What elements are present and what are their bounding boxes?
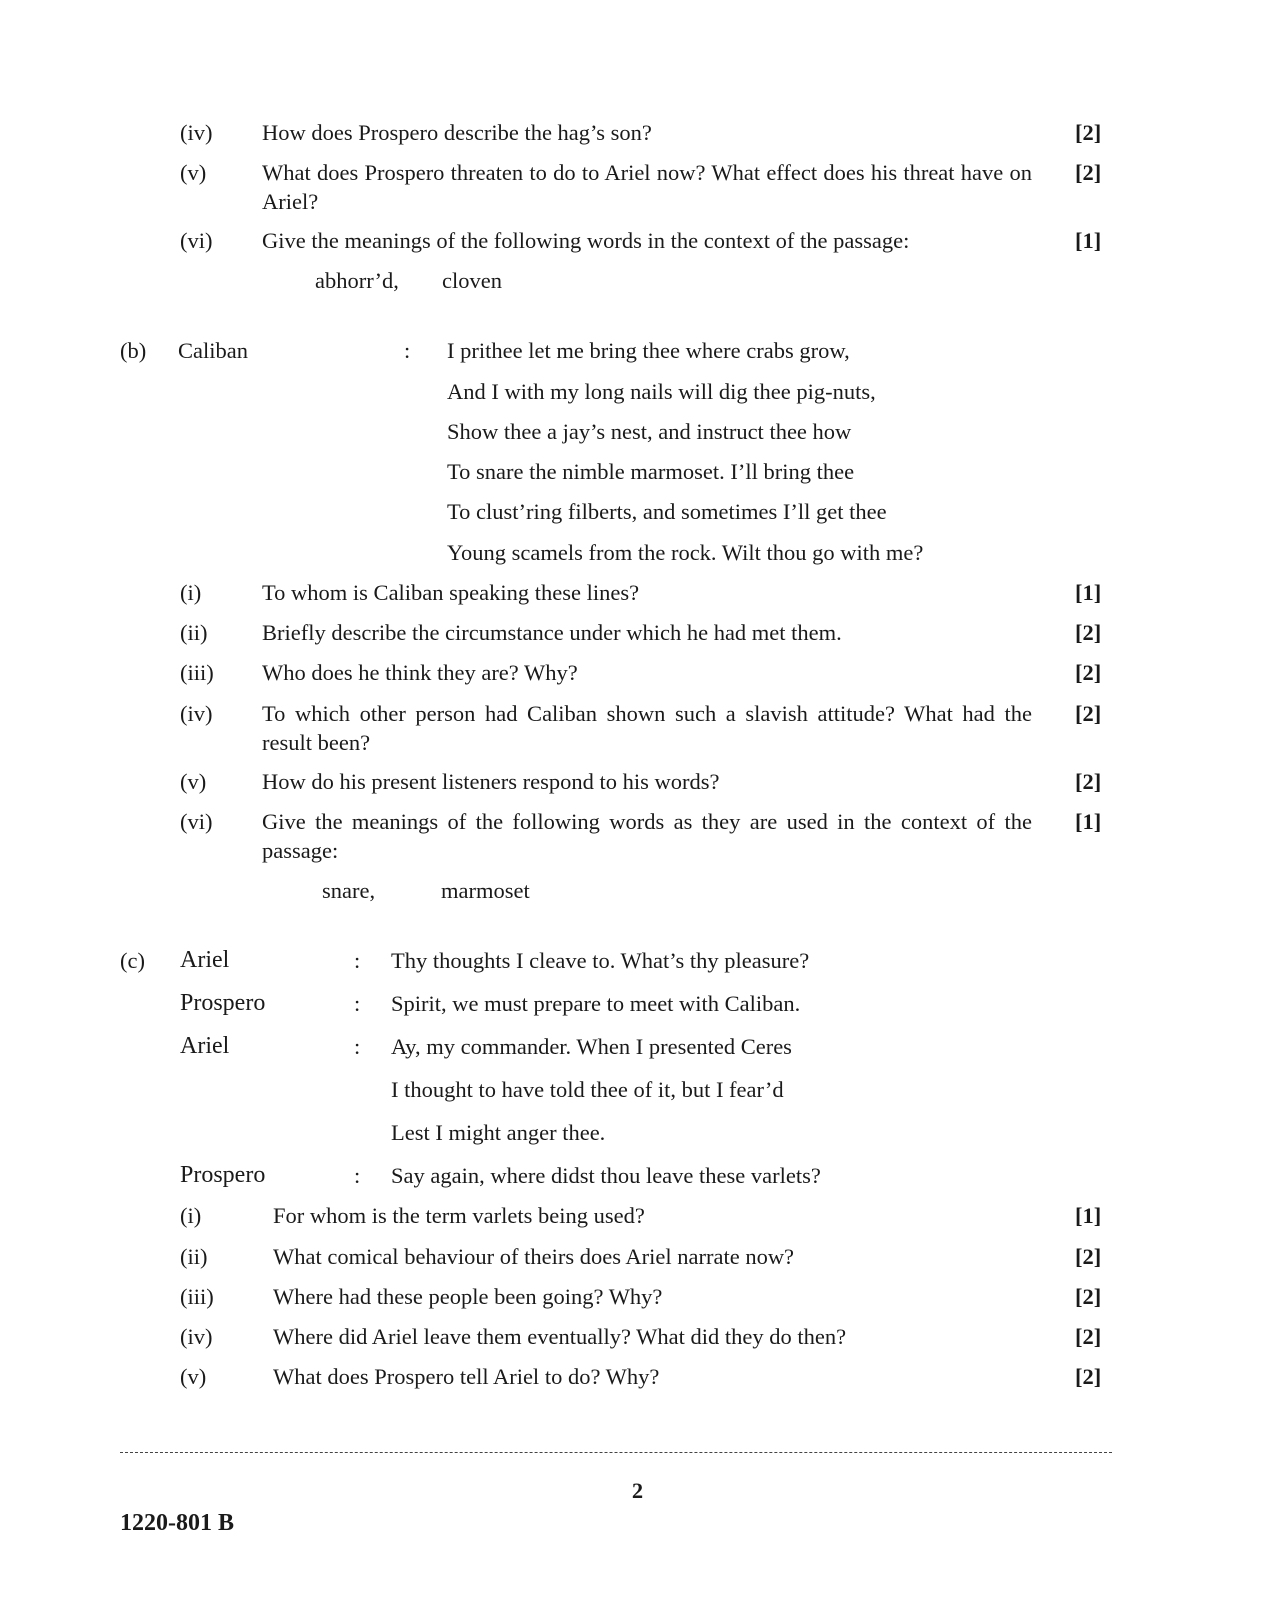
passage-line: And I with my long nails will dig thee pig-nuts, (447, 379, 876, 404)
question-number: (iv) (180, 1324, 213, 1349)
dialogue-line: Thy thoughts I cleave to. What’s thy pleasure? (391, 948, 810, 973)
marks: [2] (1075, 701, 1102, 726)
marks: [2] (1075, 769, 1102, 794)
question-text: To whom is Caliban speaking these lines? (262, 580, 640, 605)
question-number: (vi) (180, 809, 213, 834)
question-text: Briefly describe the circumstance under which he had met them. (262, 620, 842, 645)
speaker-colon: : (354, 991, 361, 1016)
marks: [1] (1075, 580, 1102, 605)
dialogue-line: Ay, my commander. When I presented Ceres (391, 1034, 792, 1059)
question-text: What comical behaviour of theirs does Ariel narrate now? (273, 1244, 795, 1269)
question-text: Give the meanings of the following words as they are used in the context of the passage: (262, 809, 1032, 863)
question-number: (vi) (180, 228, 213, 253)
dialogue-line: I thought to have told thee of it, but I fear’d (391, 1077, 784, 1102)
question-number: (iii) (180, 660, 214, 685)
dialogue-line: Lest I might anger thee. (391, 1120, 606, 1145)
question-number: (i) (180, 580, 202, 605)
marks: [2] (1075, 120, 1102, 145)
question-text: What does Prospero tell Ariel to do? Why? (273, 1364, 660, 1389)
vocab-word: marmoset (441, 878, 530, 903)
speaker-colon: : (404, 338, 411, 363)
section-label-b: (b) (120, 338, 147, 363)
marks: [2] (1075, 1244, 1102, 1269)
question-text: Where had these people been going? Why? (273, 1284, 663, 1309)
question-text: How do his present listeners respond to his words? (262, 769, 720, 794)
marks: [2] (1075, 620, 1102, 645)
speaker-name: Prospero (180, 990, 266, 1016)
question-number: (v) (180, 769, 207, 794)
marks: [1] (1075, 809, 1102, 834)
marks: [2] (1075, 1324, 1102, 1349)
speaker-name: Prospero (180, 1162, 266, 1188)
section-label-c: (c) (120, 948, 145, 973)
question-number: (iv) (180, 120, 213, 145)
dialogue-line: Spirit, we must prepare to meet with Caliban. (391, 991, 801, 1016)
footer-divider (120, 1452, 1112, 1453)
question-number: (iv) (180, 701, 213, 726)
question-number: (i) (180, 1203, 202, 1228)
passage-line: I prithee let me bring thee where crabs grow, (447, 338, 850, 363)
marks: [1] (1075, 228, 1102, 253)
marks: [2] (1075, 660, 1102, 685)
question-number: (ii) (180, 1244, 208, 1269)
marks: [2] (1075, 160, 1102, 185)
speaker-colon: : (354, 1163, 361, 1188)
passage-line: To snare the nimble marmoset. I’ll bring thee (447, 459, 855, 484)
question-number: (v) (180, 160, 207, 185)
question-text: Give the meanings of the following words in the context of the passage: (262, 228, 910, 253)
speaker-colon: : (354, 948, 361, 973)
question-number: (v) (180, 1364, 207, 1389)
passage-line: Young scamels from the rock. Wilt thou go with me? (447, 540, 924, 565)
speaker-colon: : (354, 1034, 361, 1059)
speaker-name: Caliban (178, 338, 248, 363)
question-text: Who does he think they are? Why? (262, 660, 578, 685)
passage-line: To clust’ring filberts, and sometimes I’ll get thee (447, 499, 887, 524)
marks: [2] (1075, 1364, 1102, 1389)
marks: [2] (1075, 1284, 1102, 1309)
question-text: For whom is the term varlets being used? (273, 1203, 645, 1228)
vocab-word: snare, (322, 878, 376, 903)
question-number: (ii) (180, 620, 208, 645)
question-text: What does Prospero threaten to do to Ariel now? What effect does his threat have on Ariel? (262, 160, 1032, 214)
vocab-word: cloven (442, 268, 502, 293)
marks: [1] (1075, 1203, 1102, 1228)
question-text: To which other person had Caliban shown such a slavish attitude? What had the result been? (262, 701, 1032, 755)
dialogue-line: Say again, where didst thou leave these varlets? (391, 1163, 821, 1188)
passage-line: Show thee a jay’s nest, and instruct thee how (447, 419, 852, 444)
question-number: (iii) (180, 1284, 214, 1309)
question-text: Where did Ariel leave them eventually? What did they do then? (273, 1324, 847, 1349)
vocab-word: abhorr’d, (315, 268, 399, 293)
speaker-name: Ariel (180, 947, 230, 973)
question-text: How does Prospero describe the hag’s son? (262, 120, 652, 145)
speaker-name: Ariel (180, 1033, 230, 1059)
page-number: 2 (631, 1478, 644, 1503)
paper-code: 1220-801 B (120, 1510, 234, 1536)
